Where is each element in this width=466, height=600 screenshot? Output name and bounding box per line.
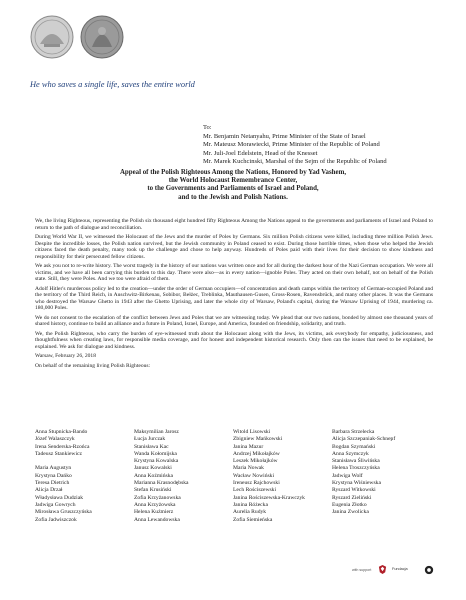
signer-name: Leszek Mikołajków <box>233 458 278 465</box>
signer-name: Anna Szymczyk <box>332 450 369 457</box>
signer-name: Stefan Krusiński <box>134 487 172 494</box>
body-paragraph: Adolf Hitler's murderous policy led to the creation—under the order of German occupiers—of concentration and death camps within the territory of German-occupied Poland and the territory of the Third Reich, in Auschwitz-Birkenau, Sobibor, Bełżec, Treblinka, Mauthausen-Gusen, Gross-Rosen, Ravensbrück, and many other places. It was the Germans who destroyed the Warsaw Ghetto in 1943 after the Ghetto Uprising, and later the whole city of Warsaw, Poland's capital, during the Warsaw Uprising of 1944, murdering ca. 180,000 Poles. <box>35 285 433 311</box>
signers-column <box>233 429 333 524</box>
signer-name: Krystyna Kowalska <box>134 458 179 465</box>
signer-name: Anna Krzyżowska <box>134 501 176 508</box>
yad-vashem-medals <box>30 14 130 62</box>
title-line: Appeal of the Polish Righteous Among the Nations, Honored by Yad Vashem, <box>119 169 347 176</box>
signers-column <box>35 429 135 524</box>
signer-name: Józef Walaszczyk <box>35 436 75 443</box>
signer-name: Alicja Szczepaniak-Schnepf <box>332 436 396 443</box>
title-line: to the Governments and Parliaments of Israel and Poland, <box>147 185 319 193</box>
signer-name: Mirosława Gruszczyńska <box>35 509 92 516</box>
signer-name: Stanisława Śliwińska <box>332 458 380 465</box>
signer-name: Janina Zwolicka <box>332 509 369 516</box>
signer-name: Władysława Dudziak <box>35 494 83 501</box>
date-line: Warsaw, February 26, 2018 <box>35 353 96 359</box>
signer-name: Helena Troszczyńska <box>332 465 380 472</box>
recipients-block <box>203 124 387 167</box>
motto: He who saves a single life, saves the entire world <box>30 80 195 89</box>
signer-name: Aurelia Rudyk <box>233 509 267 516</box>
signer-name: Teresa Dietrich <box>35 480 70 487</box>
signer-name: Krystyna Wiśniewska <box>332 480 381 487</box>
signer-name: Janina Różecka <box>233 501 268 508</box>
body-paragraph: We, the Polish Righteous, who carry the burden of eye-witnessed truth about the Holocaust along with the Jews, its victims, ask everybody for empathy, judiciousness, and thoughtfulness when creating laws, for responsible media coverage, and for honest and independent historical research. Only then can the issues that need to be explained, be explained. We ask for dialogue and kindness. <box>35 330 433 350</box>
with-support-text: with support <box>352 568 372 572</box>
signers-intro: On behalf of the remaining living Polish Righteous: <box>35 362 151 369</box>
recipients-to: To: <box>203 124 212 131</box>
signer-name: Witold Lisowski <box>233 429 271 435</box>
appeal-title <box>0 169 466 202</box>
sponsor-logos <box>352 562 438 580</box>
signer-name: Andrzej Mikołajków <box>233 450 280 457</box>
recipient-line: Mr. Mateusz Morawiecki, Prime Minister of the Republic of Poland <box>203 141 380 149</box>
signer-name: Janina Rościszewska-Krawczyk <box>233 494 305 501</box>
signer-name: Bogdan Szymański <box>332 443 376 450</box>
title-line: and to the Jewish and Polish Nations. <box>178 193 288 201</box>
signer-name: Zbigniew Mańkowski <box>233 436 283 443</box>
body-paragraph: During World War II, we witnessed the Holocaust of the Jews and the murder of Poles by Germans. Six million Polish citizens were killed, including three million Polish Jews. Despite the incredible losses, the Polish nation survived, but the Jewish community in Poland ceased to exist. During those horrible times, when those who helped the Jewish citizens faced the death penalty, many took up the challenge and chose to help anyway. Hundreds of Poles paid with their lives for their decision to show kindness and responsibility for their persecuted fellow citizens. <box>35 234 433 260</box>
signer-name: Lech Rościszewski <box>233 487 277 494</box>
signer-name: Ryszard Zieliński <box>332 494 372 501</box>
signer-name: Alicja Drzał <box>35 487 63 494</box>
body-paragraph: We ask you not to re-write history. The worst tragedy in the history of our nations was written once and for all during the darkest hour of the Nazi German occupation. We were all victims, and we have all been carrying this burden to this day. There were also—as in every nation—ignoble Poles. They acted on their own behalf, not on behalf of the Polish state. Still, they were Poles. And we too were afraid of them. <box>35 263 433 282</box>
signer-name: Anna Koźmińska <box>134 472 173 479</box>
signer-name: Maria Augustyn <box>35 465 72 472</box>
signer-name: Zofia Siemieńska <box>233 516 273 523</box>
eagle-emblem-icon <box>378 564 387 575</box>
signers-column <box>134 429 234 524</box>
signer-name: Janina Mazur <box>233 443 264 450</box>
signer-name: Jadwiga Wolf <box>332 472 363 479</box>
title-line: the World Holocaust Remembrance Center, <box>168 177 298 185</box>
signer-gap <box>35 458 135 465</box>
signer-name: Zofia Krzyżanowska <box>134 494 181 501</box>
signer-name: Marianna Krasnodębska <box>134 480 189 487</box>
signer-name: Łucja Jurczak <box>134 436 166 443</box>
signer-name: Ryszard Witkowski <box>332 487 376 494</box>
recipient-line: Mr. Benjamin Netanyahu, Prime Minister of the State of Israel <box>203 132 366 140</box>
signer-name: Stanisława Kac <box>134 443 169 450</box>
signer-name: Eugenia Złotko <box>332 501 367 508</box>
signer-name: Jadwiga Gowrych <box>35 501 76 508</box>
body-paragraph: We do not consent to the escalation of the conflict between Jews and Poles that we are witnessing today. We plead that our two nations, bonded by almost one thousand years of shared history, continue to build an alliance and a future in Poland, Israel, Europe, and America, founded on friendship, solidarity, and truth. <box>35 314 433 327</box>
signer-name: Anna Lewandowska <box>134 516 180 523</box>
signer-name: Zofia Jadwiszczok <box>35 516 77 523</box>
signer-name: Barbara Strzelecka <box>332 429 375 435</box>
signer-name: Anna Stupnicka-Bando <box>35 429 88 435</box>
signer-name: Janusz Kowalski <box>134 465 172 472</box>
fundacja-logo-text: Fundacja <box>392 567 408 571</box>
signer-name: Tadeusz Stankiewicz <box>35 450 82 457</box>
appeal-body <box>35 218 433 372</box>
foundation-logo-icon <box>424 565 434 575</box>
signer-name: Wacław Nowiński <box>233 472 275 479</box>
signer-name: Maksymilian Jarosz <box>134 429 179 435</box>
signer-name: Ireneusz Rajchowski <box>233 480 280 487</box>
signer-name: Wanda Kołomijska <box>134 450 177 457</box>
body-paragraph: We, the living Righteous, representing the Polish six thousand eight hundred fifty Righteous Among the Nations appeal to the governments and parliaments of Israel and Poland to return to the path of dialogue and reconciliation. <box>35 218 433 231</box>
recipient-line: Mr. Marek Kuchcinski, Marshal of the Sejm of the Republic of Poland <box>203 158 387 166</box>
signer-name: Maria Nowak <box>233 465 264 472</box>
signers-column <box>332 429 432 517</box>
signer-name: Krystyna Dańko <box>35 472 72 479</box>
signer-name: Irena Senderska-Rzońca <box>35 443 90 450</box>
recipient-line: Mr. Juli-Joel Edelstein, Head of the Knesset <box>203 149 318 157</box>
signer-name: Helena Kuźmierz <box>134 509 174 516</box>
